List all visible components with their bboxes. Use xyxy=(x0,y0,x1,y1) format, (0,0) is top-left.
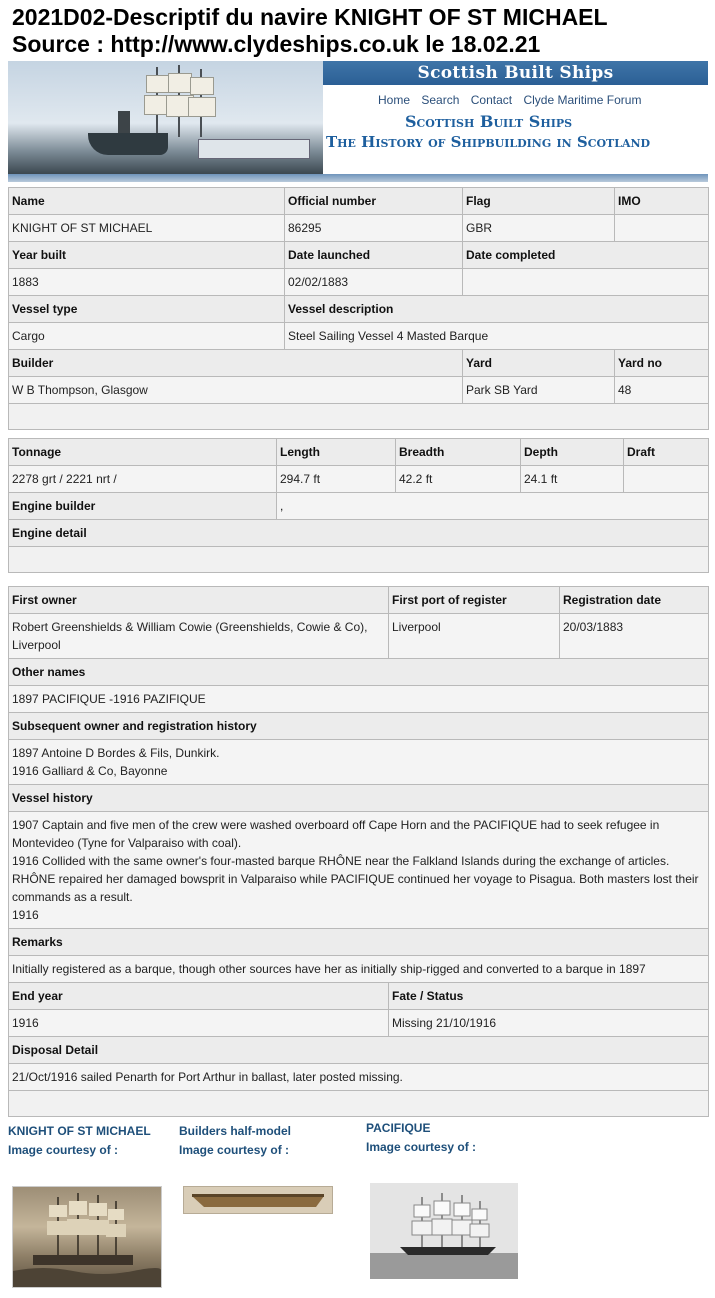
subsequent-owner-line: 1916 Galliard & Co, Bayonne xyxy=(12,764,168,778)
value-subsequent-owner xyxy=(9,740,709,785)
value-disposal-detail: 21/Oct/1916 sailed Penarth for Port Arthur in ballast, later posted missing. xyxy=(9,1064,709,1091)
subsequent-owner-line: 1897 Antoine D Bordes & Fils, Dunkirk. xyxy=(12,746,220,760)
label-official-number: Official number xyxy=(285,188,463,215)
label-breadth: Breadth xyxy=(396,439,521,466)
pacifique-photo-thumbnail[interactable] xyxy=(370,1183,518,1279)
label-depth: Depth xyxy=(521,439,624,466)
vessel-history-line: 1916 Collided with the same owner's four-masted barque RHÔNE near the Falkland Islands during the exchange of articles. RHÔNE repaired her damaged bowsprit in Valparaiso while PACIFIQUE continued her voyage to Pisagua. Both masters lost their commands as a result. xyxy=(12,854,699,904)
label-first-owner: First owner xyxy=(9,587,389,614)
value-builder: W B Thompson, Glasgow xyxy=(9,377,463,404)
value-yard: Park SB Yard xyxy=(463,377,615,404)
label-builder: Builder xyxy=(9,350,463,377)
value-vessel-type: Cargo xyxy=(9,323,285,350)
label-year-built: Year built xyxy=(9,242,285,269)
banner-subtitle-2: The History of Shipbuilding in Scotland xyxy=(326,133,651,151)
value-year-built: 1883 xyxy=(9,269,285,296)
value-name: KNIGHT OF ST MICHAEL xyxy=(9,215,285,242)
label-name: Name xyxy=(9,188,285,215)
value-engine-builder: , xyxy=(277,493,709,520)
blank-row xyxy=(9,404,709,430)
value-breadth: 42.2 ft xyxy=(396,466,521,493)
nav-contact-link[interactable]: Contact xyxy=(470,93,513,107)
header-line-2: Source : http://www.clydeships.co.uk le 18.02.21 xyxy=(12,31,541,57)
value-registration-date: 20/03/1883 xyxy=(560,614,709,659)
image-courtesy: Image courtesy of : xyxy=(179,1143,290,1157)
ownership-table xyxy=(8,586,709,1117)
image-title[interactable]: Builders half-model xyxy=(179,1124,292,1138)
label-yard-no: Yard no xyxy=(615,350,709,377)
vessel-history-line: 1907 Captain and five men of the crew were washed overboard off Cape Horn and the PACIFIQUE had to seek refugee in Montevideo (Tyne for Valparaiso with coal). xyxy=(12,818,660,850)
value-remarks: Initially registered as a barque, though other sources have her as initially ship-rigged and converted to a barque in 1897 xyxy=(9,956,709,983)
value-fate-status: Missing 21/10/1916 xyxy=(389,1010,709,1037)
label-registration-date: Registration date xyxy=(560,587,709,614)
sailing-ship-icon xyxy=(13,1187,161,1287)
image-title[interactable]: PACIFIQUE xyxy=(366,1121,431,1135)
nav-home-link[interactable]: Home xyxy=(378,93,411,107)
banner-nav xyxy=(378,93,649,107)
nav-forum-link[interactable]: Clyde Maritime Forum xyxy=(523,93,642,107)
site-banner xyxy=(8,61,708,182)
banner-ship-collage xyxy=(8,61,323,174)
header-line-1: 2021D02-Descriptif du navire KNIGHT OF ST MICHAEL xyxy=(12,4,608,30)
image-caption-2 xyxy=(179,1122,291,1160)
banner-title-bar xyxy=(323,61,708,85)
dimensions-table xyxy=(8,438,709,573)
value-flag: GBR xyxy=(463,215,615,242)
value-depth: 24.1 ft xyxy=(521,466,624,493)
value-date-completed xyxy=(463,269,709,296)
label-vessel-description: Vessel description xyxy=(285,296,709,323)
vessel-table xyxy=(8,187,709,430)
value-vessel-description: Steel Sailing Vessel 4 Masted Barque xyxy=(285,323,709,350)
nav-search-link[interactable]: Search xyxy=(421,93,460,107)
value-first-owner: Robert Greenshields & William Cowie (Greenshields, Cowie & Co), Liverpool xyxy=(9,614,389,659)
value-tonnage: 2278 grt / 2221 nrt / xyxy=(9,466,277,493)
barque-photo-icon xyxy=(370,1183,518,1279)
image-courtesy: Image courtesy of : xyxy=(8,1143,119,1157)
label-other-names: Other names xyxy=(9,659,709,686)
blank-row xyxy=(9,547,709,573)
value-official-number: 86295 xyxy=(285,215,463,242)
label-first-port: First port of register xyxy=(389,587,560,614)
value-date-launched: 02/02/1883 xyxy=(285,269,463,296)
label-vessel-type: Vessel type xyxy=(9,296,285,323)
image-caption-3 xyxy=(366,1119,476,1157)
value-other-names: 1897 PACIFIQUE -1916 PAZIFIQUE xyxy=(9,686,709,713)
image-courtesy: Image courtesy of : xyxy=(366,1140,477,1154)
label-flag: Flag xyxy=(463,188,615,215)
label-subsequent-owner: Subsequent owner and registration history xyxy=(9,713,709,740)
label-vessel-history: Vessel history xyxy=(9,785,709,812)
label-imo: IMO xyxy=(615,188,709,215)
label-fate-status: Fate / Status xyxy=(389,983,709,1010)
half-model-thumbnail[interactable] xyxy=(183,1186,333,1214)
value-imo xyxy=(615,215,709,242)
label-engine-builder: Engine builder xyxy=(9,493,277,520)
value-yard-no: 48 xyxy=(615,377,709,404)
label-date-launched: Date launched xyxy=(285,242,463,269)
label-disposal-detail: Disposal Detail xyxy=(9,1037,709,1064)
label-length: Length xyxy=(277,439,396,466)
label-remarks: Remarks xyxy=(9,929,709,956)
ship-painting-thumbnail[interactable] xyxy=(12,1186,162,1288)
label-date-completed: Date completed xyxy=(463,242,709,269)
label-yard: Yard xyxy=(463,350,615,377)
site-name: Scottish Built Ships xyxy=(417,63,614,83)
image-caption-1 xyxy=(8,1122,151,1160)
value-vessel-history xyxy=(9,812,709,929)
image-title[interactable]: KNIGHT OF ST MICHAEL xyxy=(8,1124,151,1138)
label-end-year: End year xyxy=(9,983,389,1010)
blank-row xyxy=(9,1091,709,1117)
page-header xyxy=(12,4,608,58)
value-length: 294.7 ft xyxy=(277,466,396,493)
half-model-icon xyxy=(184,1187,332,1213)
banner-divider xyxy=(8,174,708,182)
value-end-year: 1916 xyxy=(9,1010,389,1037)
label-engine-detail: Engine detail xyxy=(9,520,709,547)
vessel-history-line: 1916 xyxy=(12,908,39,922)
label-draft: Draft xyxy=(624,439,709,466)
label-tonnage: Tonnage xyxy=(9,439,277,466)
banner-subtitle-1: Scottish Built Ships xyxy=(405,112,573,131)
value-draft xyxy=(624,466,709,493)
value-first-port: Liverpool xyxy=(389,614,560,659)
